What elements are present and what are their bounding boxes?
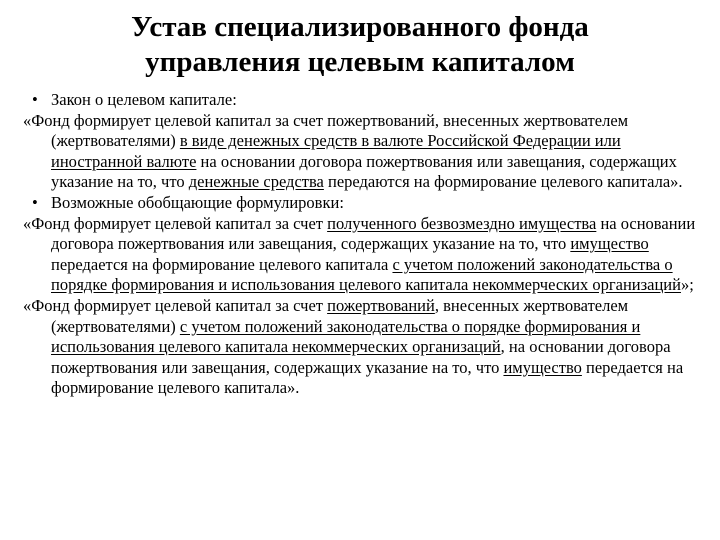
title-line-2: управления целевым капиталом bbox=[145, 46, 575, 78]
text-run: на основании договора пожертвования или завещания, содержащих указание на то, что bbox=[51, 213, 696, 254]
bullet-text: Закон о целевом капитале: bbox=[51, 90, 237, 109]
text-run: , внесенных жертвователем (жертвователями) bbox=[51, 295, 629, 336]
bullet-law-heading bbox=[23, 90, 703, 111]
law-quote-paragraph bbox=[23, 111, 703, 193]
slide-body bbox=[23, 90, 703, 399]
bullet-dot: • bbox=[32, 90, 38, 109]
text-run: »; bbox=[680, 275, 694, 295]
text-run: «Фонд формирует целевой капитал за счет пожертвований, внесенных жертвователем (жертвователями) bbox=[23, 110, 629, 151]
text-run: передаются на формирование целевого капитала». bbox=[323, 172, 683, 192]
generalized-quote-paragraph-2 bbox=[23, 296, 703, 399]
text-run: передается на формирование целевого капитала». bbox=[51, 357, 684, 398]
underlined-run: имущество bbox=[570, 234, 649, 254]
underlined-run: пожертвований bbox=[327, 295, 435, 315]
generalized-quote-paragraph-1 bbox=[23, 214, 703, 296]
underlined-run: в виде денежных средств в валюте Российской Федерации или иностранной валюте bbox=[51, 131, 621, 171]
text-run: передается на формирование целевого капитала bbox=[51, 254, 393, 274]
underlined-run: с учетом положений законодательства о порядке формирования и использования целевого капитала некоммерческих организаций bbox=[51, 316, 641, 357]
underlined-run: с учетом положений законодательства о порядке формирования и использования целевого капитала некоммерческих организаций bbox=[51, 254, 681, 295]
bullet-text: Возможные обобщающие формулировки: bbox=[51, 192, 344, 212]
underlined-run: полученного безвозмездно имущества bbox=[327, 213, 597, 233]
text-run: «Фонд формирует целевой капитал за счет bbox=[23, 213, 328, 233]
text-run: , на основании договора пожертвования или завещания, содержащих указание на то, что bbox=[51, 337, 671, 377]
underlined-run: денежные средства bbox=[188, 172, 324, 192]
title-line-1: Устав специализированного фонда bbox=[131, 11, 589, 43]
bullet-dot: • bbox=[32, 192, 38, 212]
bullet-generalized-heading bbox=[23, 193, 703, 214]
slide-title bbox=[0, 10, 720, 80]
text-run: «Фонд формирует целевой капитал за счет bbox=[23, 295, 328, 315]
underlined-run: имущество bbox=[503, 357, 582, 377]
text-run: на основании договора пожертвования или завещания, содержащих указание на то, что bbox=[51, 151, 677, 192]
